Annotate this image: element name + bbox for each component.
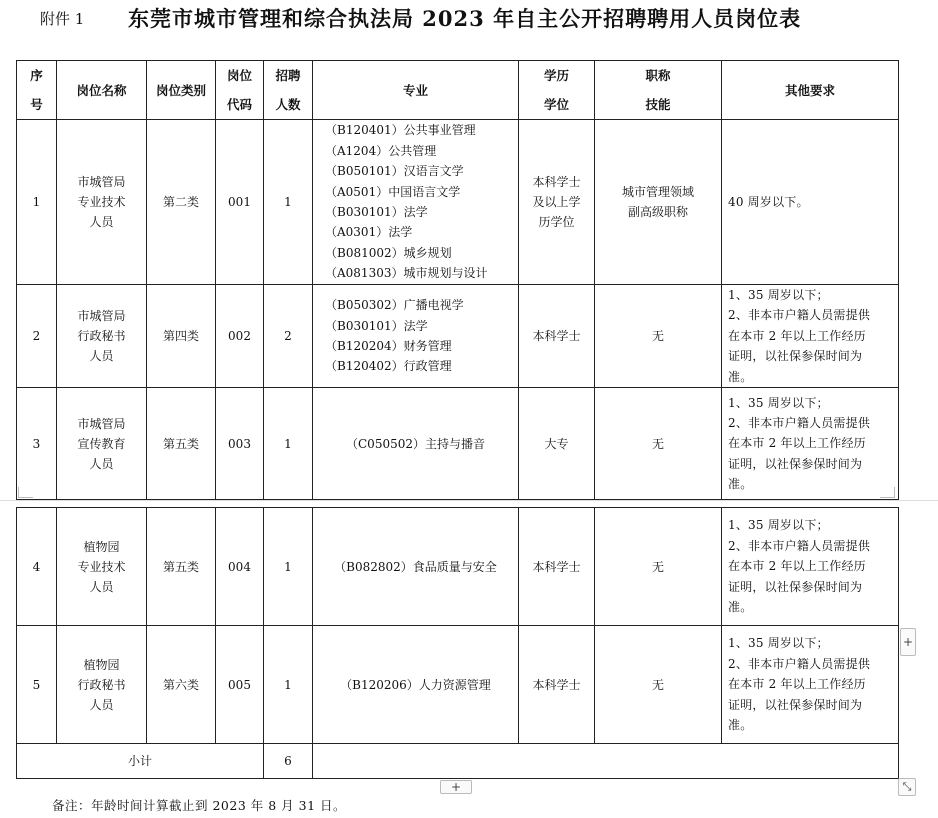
cell-category: 第二类 xyxy=(147,120,216,285)
cell-count: 1 xyxy=(264,508,313,626)
cell-majors: （B050302）广播电视学 （B030101）法学 （B120204）财务管理 （B120402）行政管理 xyxy=(313,285,519,388)
cell-seq: 2 xyxy=(17,285,57,388)
cell-count: 1 xyxy=(264,388,313,500)
cell-degree: 大专 xyxy=(519,388,595,500)
header-name: 岗位名称 xyxy=(57,61,147,120)
cell-code: 002 xyxy=(216,285,264,388)
header-title-skill: 职称 技能 xyxy=(595,61,722,120)
cell-name: 市城管局 专业技术 人员 xyxy=(57,120,147,285)
cell-degree: 本科学士 xyxy=(519,626,595,744)
subtotal-value: 6 xyxy=(264,744,313,779)
cell-code: 003 xyxy=(216,388,264,500)
cell-name: 市城管局 行政秘书 人员 xyxy=(57,285,147,388)
add-column-button[interactable]: + xyxy=(900,628,916,656)
cell-category: 第六类 xyxy=(147,626,216,744)
cell-category: 第五类 xyxy=(147,388,216,500)
cell-code: 001 xyxy=(216,120,264,285)
header-degree: 学历 学位 xyxy=(519,61,595,120)
cell-majors: （B082802）食品质量与安全 xyxy=(313,508,519,626)
cell-name: 植物园 专业技术 人员 xyxy=(57,508,147,626)
cell-title-skill: 城市管理领域 副高级职称 xyxy=(595,120,722,285)
positions-table-page2 xyxy=(16,507,899,779)
table-row xyxy=(17,626,899,744)
table-resize-handle[interactable]: ⤡ xyxy=(898,778,916,796)
cell-name: 植物园 行政秘书 人员 xyxy=(57,626,147,744)
cell-degree: 本科学士 xyxy=(519,285,595,388)
header-seq: 序 号 xyxy=(17,61,57,120)
cell-majors: （B120401）公共事业管理 （A1204）公共管理 （B050101）汉语言文学 （A0501）中国语言文学 （B030101）法学 （A0301）法学 （B081002）城乡规划 （A081303）城市规划与设计 xyxy=(313,120,519,285)
add-row-button[interactable]: + xyxy=(440,780,472,794)
header-category: 岗位类别 xyxy=(147,61,216,120)
positions-table-page1 xyxy=(16,60,899,500)
cell-other: 1、35 周岁以下； 2、非本市户籍人员需提供 在本市 2 年以上工作经历 证明，以社保参保时间为 准。 xyxy=(722,388,899,500)
cell-degree: 本科学士 及以上学 历学位 xyxy=(519,120,595,285)
cell-name: 市城管局 宣传教育 人员 xyxy=(57,388,147,500)
table-row xyxy=(17,120,899,285)
cell-code: 004 xyxy=(216,508,264,626)
cell-seq: 5 xyxy=(17,626,57,744)
cell-majors: （B120206）人力资源管理 xyxy=(313,626,519,744)
footnote: 备注：年龄时间计算截止到 2023 年 8 月 31 日。 xyxy=(52,798,347,813)
attachment-label: 附件 1 xyxy=(40,10,85,28)
cell-category: 第五类 xyxy=(147,508,216,626)
cell-title-skill: 无 xyxy=(595,285,722,388)
cell-title-skill: 无 xyxy=(595,626,722,744)
cell-seq: 1 xyxy=(17,120,57,285)
cell-title-skill: 无 xyxy=(595,508,722,626)
cell-code: 005 xyxy=(216,626,264,744)
table-row xyxy=(17,388,899,500)
header-count: 招聘 人数 xyxy=(264,61,313,120)
subtotal-row xyxy=(17,744,899,779)
cell-category: 第四类 xyxy=(147,285,216,388)
header-major: 专业 xyxy=(313,61,519,120)
cell-seq: 3 xyxy=(17,388,57,500)
header-code: 岗位 代码 xyxy=(216,61,264,120)
subtotal-label: 小计 xyxy=(17,744,264,779)
table-row xyxy=(17,508,899,626)
cell-other: 1、35 周岁以下； 2、非本市户籍人员需提供 在本市 2 年以上工作经历 证明，以社保参保时间为 准。 xyxy=(722,508,899,626)
subtotal-empty xyxy=(313,744,899,779)
document-title: 东莞市城市管理和综合执法局 2023 年自主公开招聘聘用人员岗位表 xyxy=(128,6,802,31)
table-row xyxy=(17,285,899,388)
cell-other: 40 周岁以下。 xyxy=(722,120,899,285)
page-break-line xyxy=(0,500,938,501)
cell-degree: 本科学士 xyxy=(519,508,595,626)
header-row xyxy=(17,61,899,120)
cell-count: 2 xyxy=(264,285,313,388)
cell-other: 1、35 周岁以下； 2、非本市户籍人员需提供 在本市 2 年以上工作经历 证明，以社保参保时间为 准。 xyxy=(722,285,899,388)
cell-majors: （C050502）主持与播音 xyxy=(313,388,519,500)
cell-count: 1 xyxy=(264,626,313,744)
header-other: 其他要求 xyxy=(722,61,899,120)
cell-other: 1、35 周岁以下； 2、非本市户籍人员需提供 在本市 2 年以上工作经历 证明，以社保参保时间为 准。 xyxy=(722,626,899,744)
cell-count: 1 xyxy=(264,120,313,285)
cell-seq: 4 xyxy=(17,508,57,626)
cell-title-skill: 无 xyxy=(595,388,722,500)
